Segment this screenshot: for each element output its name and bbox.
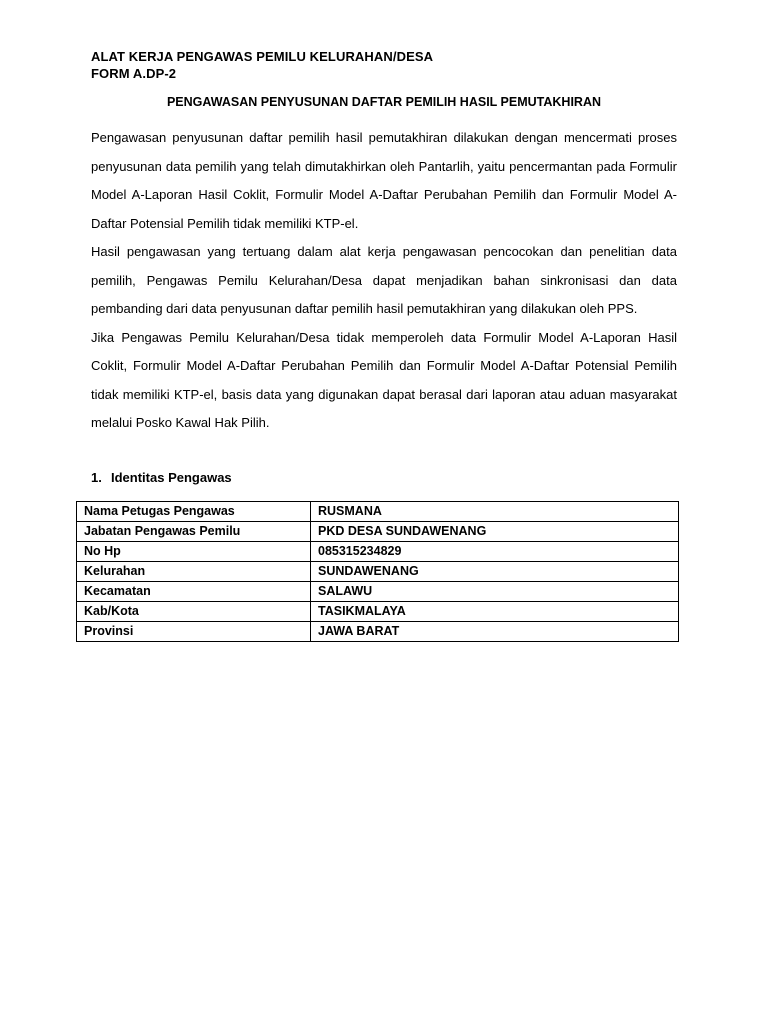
table-row bbox=[77, 562, 679, 582]
section-number: 1. bbox=[91, 470, 102, 485]
section-heading-text: Identitas Pengawas bbox=[111, 470, 232, 485]
paragraph-1: Pengawasan penyusunan daftar pemilih hasil pemutakhiran dilakukan dengan mencermati proses penyusunan data pemilih yang telah dimutakhirkan oleh Pantarlih, yaitu pencermantan pada Formulir Model A-Laporan Hasil Coklit, Formulir Model A-Daftar Perubahan Pemilih dan Formulir Model A-Daftar Potensial Pemilih tidak memiliki KTP-el. bbox=[91, 130, 677, 231]
document-body bbox=[91, 124, 677, 438]
row-value: PKD DESA SUNDAWENANG bbox=[311, 522, 679, 542]
table-row bbox=[77, 522, 679, 542]
row-label: Kelurahan bbox=[77, 562, 311, 582]
header-form-code: FORM A.DP-2 bbox=[91, 66, 177, 81]
row-value: SALAWU bbox=[311, 582, 679, 602]
row-label: No Hp bbox=[77, 542, 311, 562]
row-value: SUNDAWENANG bbox=[311, 562, 679, 582]
row-value: 085315234829 bbox=[311, 542, 679, 562]
row-value: JAWA BARAT bbox=[311, 622, 679, 642]
header-org-line: ALAT KERJA PENGAWAS PEMILU KELURAHAN/DESA bbox=[91, 49, 434, 64]
row-label: Kab/Kota bbox=[77, 602, 311, 622]
document-header bbox=[91, 48, 433, 82]
row-label: Jabatan Pengawas Pemilu bbox=[77, 522, 311, 542]
identity-table bbox=[76, 501, 679, 642]
row-value: RUSMANA bbox=[311, 502, 679, 522]
row-label: Kecamatan bbox=[77, 582, 311, 602]
row-value: TASIKMALAYA bbox=[311, 602, 679, 622]
paragraph-2: Hasil pengawasan yang tertuang dalam alat kerja pengawasan pencocokan dan penelitian data pemilih, Pengawas Pemilu Kelurahan/Desa dapat menjadikan bahan sinkronisasi dan data pembanding dari data penyusunan daftar pemilih hasil pemutakhiran yang dilakukan oleh PPS. bbox=[91, 244, 677, 316]
paragraph-3: Jika Pengawas Pemilu Kelurahan/Desa tidak memperoleh data Formulir Model A-Laporan Hasil Coklit, Formulir Model A-Daftar Perubahan Pemilih dan Formulir Model A-Daftar Potensial Pemilih tidak memiliki KTP-el, basis data yang digunakan dapat berasal dari laporan atau aduan masyarakat melalui Posko Kawal Hak Pilih. bbox=[91, 329, 677, 430]
table-row bbox=[77, 602, 679, 622]
section-heading-identitas bbox=[91, 469, 232, 486]
row-label: Provinsi bbox=[77, 622, 311, 642]
row-label: Nama Petugas Pengawas bbox=[77, 502, 311, 522]
document-title: PENGAWASAN PENYUSUNAN DAFTAR PEMILIH HASIL PEMUTAKHIRAN bbox=[166, 95, 602, 109]
table-row bbox=[77, 542, 679, 562]
table-row bbox=[77, 582, 679, 602]
table-row bbox=[77, 622, 679, 642]
table-row bbox=[77, 502, 679, 522]
